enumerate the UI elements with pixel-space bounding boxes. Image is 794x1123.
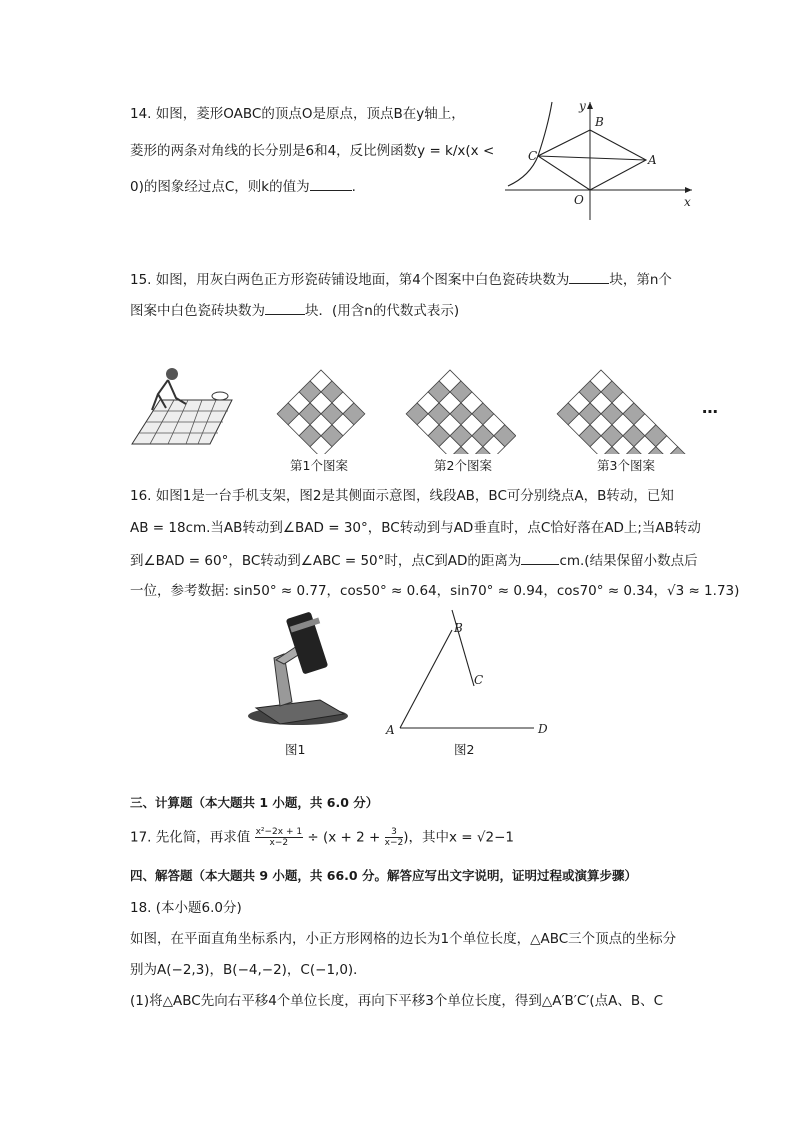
q16-line-3-text: 到∠BAD = 60°，BC转动到∠ABC = 50°时，点C到AD的距离为	[130, 553, 522, 569]
q16-answer-blank[interactable]	[521, 550, 559, 565]
q15-line-2	[130, 300, 459, 321]
q15-line-1-tail: 块，第n个	[609, 272, 672, 288]
tile-pattern-3	[555, 368, 691, 454]
q14-label-b: B	[595, 115, 604, 129]
worker-illustration	[128, 364, 238, 450]
q17-fraction-1	[255, 827, 304, 848]
q17-suffix: )，其中x = √2−1	[403, 829, 514, 846]
q15-answer-blank-2[interactable]	[265, 300, 305, 315]
q16-line-1: 16. 如图1是一台手机支架，图2是其侧面示意图，线段AB，BC可分别绕点A，B转动，已知	[130, 488, 674, 504]
q16-line-2: AB = 18cm.当AB转动到∠BAD = 30°，BC转动到与AD垂直时，点C恰好落在AD上;当AB转动	[130, 520, 701, 536]
q18-line-2: 如图，在平面直角坐标系内，小正方形网格的边长为1个单位长度，△ABC三个顶点的坐标分	[130, 931, 677, 947]
q15-line-2-text: 图案中白色瓷砖块数为	[130, 303, 265, 319]
q15-line-1	[130, 269, 672, 290]
q17-frac2-den: x−2	[384, 838, 404, 848]
rhombus-oabc	[538, 130, 646, 190]
q16-figure-2	[380, 606, 560, 738]
q16-line-4: 一位，参考数据: sin50° ≈ 0.77，cos50° ≈ 0.64，sin70° ≈ 0.94，cos70° ≈ 0.34，√3 ≈ 1.73)	[130, 583, 740, 599]
pattern-ellipsis: ⋯	[702, 402, 718, 421]
q14-line-1: 14. 如图，菱形OABC的顶点O是原点，顶点B在y轴上，	[130, 106, 465, 122]
fig2-label-b: B	[454, 621, 463, 635]
q17-frac1-num: x²−2x + 1	[255, 827, 303, 837]
q14-period: .	[351, 179, 356, 195]
fig2-label-d: D	[538, 722, 548, 736]
q14-line-2: 菱形的两条对角线的长分别是6和4，反比例函数y = k/x(x <	[130, 143, 495, 159]
section-4-heading: 四、解答题（本大题共 9 小题，共 66.0 分。解答应写出文字说明，证明过程或演算步骤）	[130, 868, 637, 883]
q15-line-2-tail: 块．(用含n的代数式表示)	[305, 303, 460, 319]
tile-pattern-1	[275, 368, 367, 454]
fig2-caption: 图2	[454, 742, 475, 757]
q14-label-c: C	[528, 149, 538, 163]
q15-line-1-text: 15. 如图，用灰白两色正方形瓷砖铺设地面，第4个图案中白色瓷砖块数为	[130, 272, 570, 288]
fig1-caption: 图1	[285, 742, 306, 757]
q14-label-y: y	[579, 99, 586, 113]
tile-pattern-2	[404, 368, 516, 454]
q15-answer-blank-1[interactable]	[569, 269, 609, 284]
q17-frac1-den: x−2	[269, 838, 289, 848]
hyperbola-curve	[508, 102, 552, 186]
q17-line	[130, 827, 514, 848]
q14-line-3	[130, 176, 356, 197]
q14-label-a: A	[648, 153, 657, 167]
pattern-caption-2: 第2个图案	[434, 458, 492, 473]
q18-line-4: (1)将△ABC先向右平移4个单位长度，再向下平移3个单位长度，得到△A′B′C′(点A、B、C	[130, 993, 664, 1009]
q14-label-o: O	[574, 193, 584, 207]
q18-line-1: 18. (本小题6.0分)	[130, 900, 242, 916]
q14-line-3-text: 0)的图象经过点C，则k的值为	[130, 179, 310, 195]
q14-answer-blank[interactable]	[310, 176, 352, 191]
q17-frac2-num: 3	[385, 827, 404, 838]
fig2-label-c: C	[474, 673, 484, 687]
q17-prefix: 17. 先化简，再求值	[130, 829, 251, 846]
q16-line-3	[130, 550, 698, 571]
fig2-label-a: A	[386, 723, 395, 737]
q17-fraction-2	[385, 827, 404, 848]
pattern-caption-3: 第3个图案	[597, 458, 655, 473]
section-3-heading: 三、计算题（本大题共 1 小题，共 6.0 分）	[130, 795, 379, 810]
q16-line-3-tail: cm.(结果保留小数点后	[559, 553, 698, 569]
phone-stand-image	[240, 608, 350, 730]
q17-mid: ÷ (x + 2 +	[307, 829, 381, 846]
pattern-caption-1: 第1个图案	[290, 458, 348, 473]
q14-label-x: x	[684, 195, 691, 209]
q18-line-3: 别为A(−2,3)，B(−4,−2)，C(−1,0)．	[130, 962, 367, 978]
q14-figure	[500, 96, 700, 226]
